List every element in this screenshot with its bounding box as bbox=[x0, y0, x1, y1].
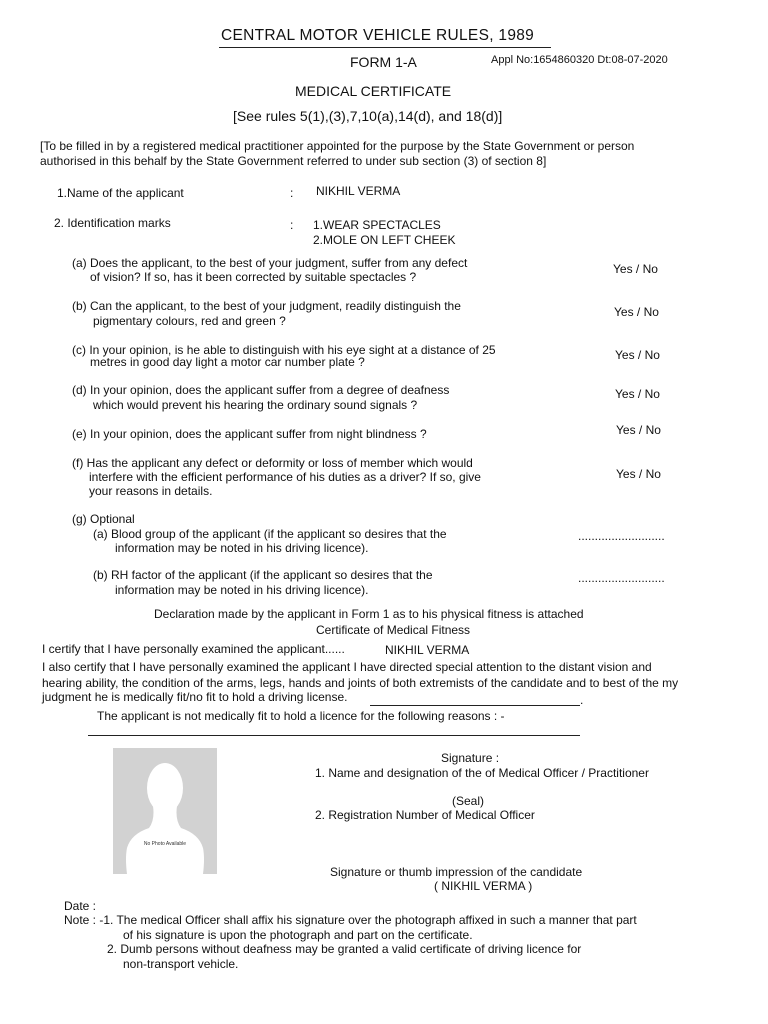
blood-group-line-1: (a) Blood group of the applicant (if the applicant so desires that the bbox=[93, 527, 447, 541]
registration-label: 2. Registration Number of Medical Officer bbox=[315, 808, 535, 822]
title-underline bbox=[219, 47, 551, 48]
form-title: CENTRAL MOTOR VEHICLE RULES, 1989 bbox=[221, 27, 535, 44]
signature-label: Signature : bbox=[441, 751, 500, 765]
optional-heading: (g) Optional bbox=[72, 512, 135, 526]
certificate-title: MEDICAL CERTIFICATE bbox=[295, 83, 452, 99]
question-a-line-1: (a) Does the applicant, to the best of your judgment, suffer from any defect bbox=[72, 256, 468, 270]
rh-factor-dots: .......................... bbox=[578, 571, 665, 585]
declaration-line-1: Declaration made by the applicant in Form 1 as to his physical fitness is attached bbox=[154, 607, 584, 621]
intro-line-1: [To be filled in by a registered medical practitioner appointed for the purpose by the State Government or person bbox=[40, 139, 635, 153]
question-e-line-1: (e) In your opinion, does the applicant suffer from night blindness ? bbox=[72, 427, 427, 441]
reasons-blank-line bbox=[88, 735, 580, 736]
question-c-line-2: metres in good day light a motor car number plate ? bbox=[90, 355, 365, 369]
no-photo-caption: No Photo Available bbox=[143, 841, 187, 847]
question-d-line-2: which would prevent his hearing the ordinary sound signals ? bbox=[93, 398, 418, 412]
seal-label: (Seal) bbox=[452, 794, 485, 808]
note-1-line-1: Note : -1. The medical Officer shall affix his signature over the photograph affixed in such a manner that part bbox=[64, 913, 637, 927]
question-d-line-1: (d) In your opinion, does the applicant suffer from a degree of deafness bbox=[72, 383, 450, 397]
note-1-line-2: of his signature is upon the photograph and part on the certificate. bbox=[123, 928, 473, 942]
answer-b: Yes / No bbox=[614, 305, 659, 319]
rules-reference: [See rules 5(1),(3),7,10(a),14(d), and 18(d)] bbox=[233, 108, 503, 124]
also-certify-line-3: judgment he is medically fit/no fit to hold a driving license. bbox=[42, 690, 348, 704]
fitness-heading: Certificate of Medical Fitness bbox=[316, 623, 471, 637]
question-c-line-1: (c) In your opinion, is he able to distinguish with his eye sight at a distance of 25 bbox=[72, 343, 496, 357]
fitness-blank-end: . bbox=[580, 693, 584, 707]
rh-factor-line-1: (b) RH factor of the applicant (if the applicant so desires that the bbox=[93, 568, 433, 582]
answer-e: Yes / No bbox=[616, 423, 661, 437]
answer-f: Yes / No bbox=[616, 467, 661, 481]
note-2-line-1: 2. Dumb persons without deafness may be granted a valid certificate of driving licence for bbox=[107, 942, 582, 956]
answer-a: Yes / No bbox=[613, 262, 658, 276]
blood-group-line-2: information may be noted in his driving licence). bbox=[115, 541, 369, 555]
certify-applicant-name: NIKHIL VERMA bbox=[385, 643, 470, 657]
application-number: Appl No:1654860320 Dt:08-07-2020 bbox=[491, 54, 668, 66]
date-label: Date : bbox=[64, 899, 97, 913]
candidate-name: ( NIKHIL VERMA ) bbox=[434, 879, 533, 893]
question-f-line-2: interfere with the efficient performance of his duties as a driver? If so, give bbox=[89, 470, 481, 484]
applicant-photo bbox=[113, 748, 217, 874]
not-fit-line: The applicant is not medically fit to hold a licence for the following reasons : - bbox=[97, 709, 505, 723]
thumb-impression-label: Signature or thumb impression of the candidate bbox=[330, 865, 583, 879]
question-f-line-1: (f) Has the applicant any defect or deformity or loss of member which would bbox=[72, 456, 473, 470]
rh-factor-line-2: information may be noted in his driving licence). bbox=[115, 583, 369, 597]
marks-label: 2. Identification marks bbox=[54, 216, 171, 230]
also-certify-line-1: I also certify that I have personally examined the applicant I have directed special attention to the distant vision and bbox=[42, 660, 652, 674]
answer-c: Yes / No bbox=[615, 348, 660, 362]
name-label: 1.Name of the applicant bbox=[57, 186, 184, 200]
applicant-name: NIKHIL VERMA bbox=[316, 184, 401, 198]
identification-mark-1: 1.WEAR SPECTACLES bbox=[313, 218, 441, 232]
form-number: FORM 1-A bbox=[350, 54, 417, 70]
note-2-line-2: non-transport vehicle. bbox=[123, 957, 239, 971]
colon: : bbox=[290, 218, 294, 232]
blood-group-dots: .......................... bbox=[578, 529, 665, 543]
person-silhouette-icon bbox=[113, 748, 217, 874]
officer-name-label: 1. Name and designation of the of Medical Officer / Practitioner bbox=[315, 766, 649, 780]
question-a-line-2: of vision? If so, has it been corrected by suitable spectacles ? bbox=[90, 270, 417, 284]
question-b-line-2: pigmentary colours, red and green ? bbox=[93, 314, 286, 328]
identification-mark-2: 2.MOLE ON LEFT CHEEK bbox=[313, 233, 456, 247]
fitness-blank-line bbox=[370, 705, 580, 706]
intro-line-2: authorised in this behalf by the State Government referred to under sub section (3) of section 8] bbox=[40, 154, 547, 168]
also-certify-line-2: hearing ability, the condition of the arms, legs, hands and joints of both extremists of the candidate and to best of the my bbox=[42, 676, 679, 690]
question-f-line-3: your reasons in details. bbox=[89, 484, 213, 498]
colon: : bbox=[290, 186, 294, 200]
certify-line: I certify that I have personally examined the applicant...... bbox=[42, 642, 345, 656]
answer-d: Yes / No bbox=[615, 387, 660, 401]
question-b-line-1: (b) Can the applicant, to the best of your judgment, readily distinguish the bbox=[72, 299, 461, 313]
